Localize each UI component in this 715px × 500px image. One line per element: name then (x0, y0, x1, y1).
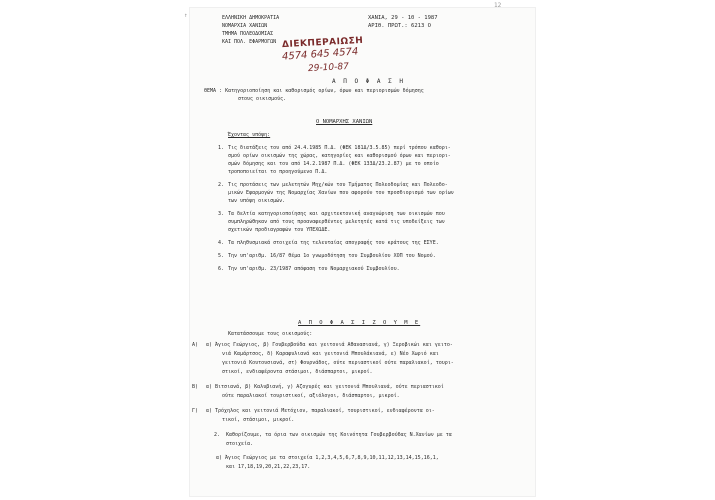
consideration-text-line: Τα δελτία κατηγοριοποίησης και αρχιτεκτονική αναγνώριση των οικισμών που (228, 211, 445, 217)
consideration-text-line: μικών Εφαρμογών της Νομαρχίας Χανίων που αφορούν τον προσδιορισμό των ορίων (228, 190, 454, 196)
document-page (184, 2, 535, 496)
consideration-text-line: Τα πληθυσμιακά στοιχεία της τελευταίας απογραφής του κράτους της ΕΣΥΕ. (228, 240, 439, 246)
consideration-number: 6. (218, 266, 225, 272)
item-2a-text-line: και 17,18,19,20,21,22,23,17. (226, 464, 311, 470)
consideration-number: 4. (218, 240, 225, 246)
group-text-line: γειτονιά Κουτουσιανά, στ) Φουρνάδος, ούτε περιαστικοί ούτε παραλιακοί, τουρι- (222, 360, 454, 366)
consideration-text-line: σμού ορίων οικισμών της χώρας, κατηγορίες και καθορισμού όρων και περιορι- (228, 153, 451, 159)
consideration-text-line: σμών δόμησης και του από 14.2.1987 Π.Δ. (ΦΕΚ 133Δ/23.2.87) με το οποίο (228, 161, 439, 167)
considering-label: Έχοντας υπόψη: (228, 132, 271, 138)
authority-heading: Ο ΝΟΜΑΡΧΗΣ ΧΑΝΙΩΝ (316, 119, 373, 125)
consideration-text-line: Τις προτάσεις των μελετητών Μηχ/κών του Τμήματος Πολεοδομίας και Πολεοδο- (228, 182, 448, 188)
group-text-line: στικοί, ενδιαφέροντα στάσιμοι, διάσπαρτοι, μικροί. (222, 369, 373, 375)
consideration-text-line: Την υπ'αριθμ. 16/87 θέμα 1ο γνωμοδότηση του Συμβουλίου ΧΟΠ του Νομού. (228, 253, 436, 259)
subject-line-2: στους οικισμούς. (238, 96, 287, 102)
classify-label: Κατατάσσουμε τους οικισμούς: (228, 331, 313, 337)
stamp-handwritten-date: 29-10-87 (307, 61, 350, 75)
consideration-text-line: των υπόψη οικισμών. (228, 198, 286, 204)
header-org-line-3: ΤΜΗΜΑ ΠΟΛΕΟΔΟΜΙΑΣ (222, 31, 274, 37)
item-2-text-line: στοιχεία. (226, 441, 254, 447)
subject-line-1: ΘΕΜΑ : Κατηγοριοποίηση και καθορισμός ορίων, όρων και περιορισμών δόμησης (204, 88, 424, 94)
group-text-line: ούτε παραλιακοί τουριστικοί, αξιόλογοι, διάσπαρτοι, μικροί. (222, 393, 400, 399)
consideration-number: 2. (218, 182, 225, 188)
group-label: Β) (192, 384, 199, 390)
decision-title: Α Π Ο Φ Α Σ Η (332, 78, 405, 85)
group-label: Α) (192, 342, 199, 348)
protocol-number: ΑΡΙΘ. ΠΡΩΤ.: 6213 Ο (368, 23, 431, 29)
consideration-number: 3. (218, 211, 225, 217)
group-text-line: τικοί, στάσιμοι, μικροί. (222, 417, 295, 423)
consideration-number: 5. (218, 253, 225, 259)
item-2-text-line: Καθορίζουμε, τα όρια των οικισμών της Κοινότητα Γουβερβούδας Ν.Χανίων με τα (226, 432, 452, 438)
consideration-text-line: Την υπ'αριθμ. 23/1987 απόφαση του Νομαρχιακού Συμβουλίου. (228, 266, 400, 272)
group-text-line: α) Τρόχηλος και γειτονιά Μετόχιον, παραλιακοί, τουριστικοί, ενδιαφέροντα οι- (206, 408, 435, 414)
header-org-line-4: ΚΑΙ ΠΟΛ. ΕΦΑΡΜΟΓΩΝ (222, 39, 277, 45)
dispatch-stamp: ΔΙΕΚΠΕΡΑΙΩΣΗ (281, 35, 364, 51)
group-text-line: νιά Καμάρτσος, δ) Καραφυλιανά και γειτονιά Μπουλάκιανά, ε) Νέο Χωριό και (222, 351, 439, 357)
consideration-number: 1. (218, 145, 225, 151)
item-2a-text-line: α) Άγιος Γεώργιος με τα στοιχεία 1,2,3,4,5,6,7,8,9,10,11,12,13,14,15,16,1, (216, 455, 439, 461)
item-2-number: 2. (214, 432, 221, 438)
top-arrow-mark: ↑ (184, 12, 188, 19)
decide-title: Α Π Ο Φ Α Σ Ι Ζ Ο Υ Μ Ε (298, 320, 421, 326)
corner-page-mark: 12 (494, 2, 502, 9)
stamp-handwritten-number: 4574 645 4574 (281, 46, 359, 63)
group-label: Γ) (192, 408, 199, 414)
group-text-line: α) Άγιος Γεώργιος, β) Γουβερβούδα και γειτονιά Αθανασιανά, γ) Ξεροβικώι και γειτο- (206, 342, 453, 348)
group-text-line: α) Βιτσιανά, β) Καλυβιανή, γ) Αζογυρές και γειτονιά Μπουλιανά, ούτε περιαστικοί (206, 384, 444, 390)
header-org-line-2: ΝΟΜΑΡΧΙΑ ΧΑΝΙΩΝ (222, 23, 268, 29)
consideration-text-line: συμπληρώθηκαν από τους προαναφερθέντες μελετητές κατά τις υποδείξεις των (228, 219, 445, 225)
consideration-text-line: Τις διατάξεις του από 24.4.1985 Π.Δ. (ΦΕΚ 181Δ/3.5.85) περί τρόπου καθορι- (228, 145, 451, 151)
place-date: ΧΑΝΙΑ, 29 - 10 - 1987 (368, 15, 438, 21)
header-org-line-1: ΕΛΛΗΝΙΚΗ ΔΗΜΟΚΡΑΤΙΑ (222, 15, 280, 21)
consideration-text-line: σχετικών προδιαγραφών του ΥΠΕΧΩΔΕ. (228, 227, 331, 233)
consideration-text-line: τροποποιείται το προηγούμενο Π.Δ. (228, 169, 328, 175)
